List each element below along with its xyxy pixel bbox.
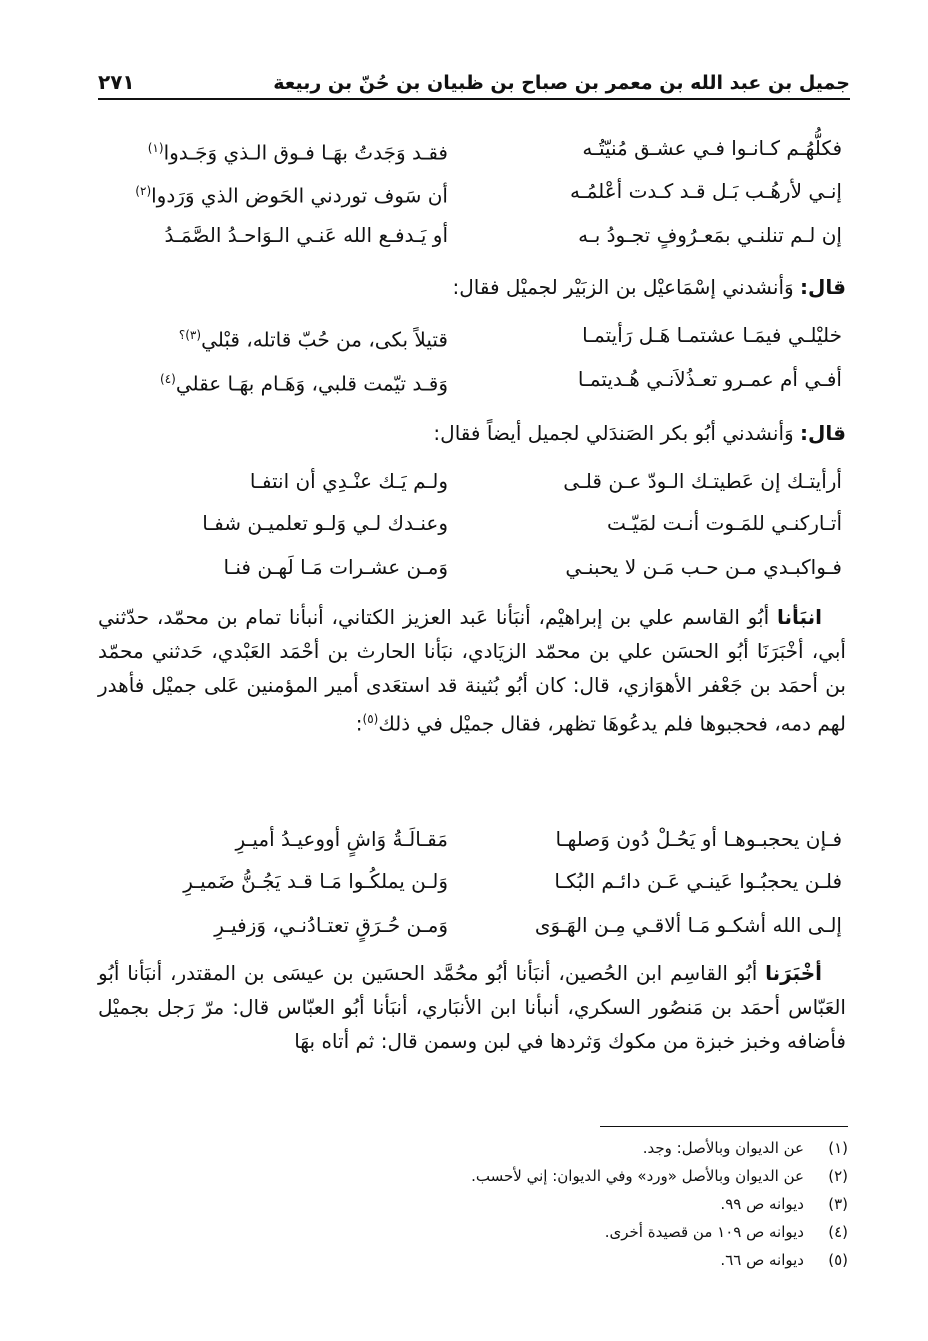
footnote-ref: (٢) — [135, 184, 152, 198]
verse-line — [98, 214, 850, 256]
footnote: (١) عن الديوان وبالأصل: وجد. — [642, 1139, 848, 1157]
verse-line — [98, 358, 850, 400]
verse-hemistich-second: وَمـن عشـرات مَـا لَهـن فنـا — [223, 555, 448, 579]
running-header — [98, 62, 850, 100]
verse-hemistich-first: إنـي لأرهُـب بَـل قـد كـدت أعْلمُـه — [569, 179, 842, 203]
verse-line — [98, 904, 850, 946]
verse-hemistich-second: أن سَوف توردني الحَوض الذي وَرَدوا$^{(٢)}$ — [135, 183, 448, 208]
verse-line — [98, 818, 850, 860]
footnotes — [108, 1134, 848, 1274]
verse-line — [98, 546, 850, 588]
footnote-ref: (٥) — [362, 712, 379, 726]
verse-hemistich-first: فـواكبـدي مـن حـب مَـن لا يحبنـي — [565, 555, 842, 579]
verse-hemistich-second: فقـد وَجَدتُ بهَـا فـوق الـذي وَجَـدوا$^{(١)}$ — [147, 140, 448, 165]
footnote-ref: (٤) — [160, 372, 176, 386]
verse-line — [98, 460, 850, 502]
verse-line — [98, 314, 850, 356]
verse-hemistich-first: أرأيتـك إن عَطيتـك الـودّ عـن قلـى — [563, 469, 842, 493]
footnote: (٥) ديوانه ص ٦٦. — [720, 1251, 848, 1269]
footnote: (٤) ديوانه ص ١٠٩ من قصيدة أخرى. — [604, 1223, 848, 1241]
verse-hemistich-second: وعنـدك لـي وَلـو تعلميـن شفـا — [202, 511, 448, 535]
body-paragraph: انبَأنا أبُو القاسم علي بن إبراهيْم، أنبَأنا عَبد العزيز الكتاني، أنبأنا تمام بن محمّد، حدّثني أبي، أخْبَرَنَا أبُو الحسَن علي بن محمّد الزيَادي، نبَأنا الحارث بن أحْمَد العَبْدي، حَدثني محمّد بن أحمَد بن جَعْفر الأهوَازي، قال: كان أبُو بُثينة قد استعَدى أمير المؤمنين عَلى جميْل فأهدر لهم دمه، فحجبوها فلم يدعُوهَا تظهر، فقال جميْل في ذلك$^{(٥)}$: — [98, 605, 846, 736]
intro-line: قال: وَأنشدني إسْمَاعيْل بن الزبَيْر لجميْل فقال: — [452, 275, 846, 299]
verse-hemistich-first: أتـاركنـي للمَـوت أنـت لمَيّـت — [607, 511, 842, 535]
verse-hemistich-first: فكلُّهُـم كـانـوا فـي عشـق مُنيّتُـه — [582, 136, 842, 160]
verse-line — [98, 502, 850, 544]
verse-hemistich-second: مَقـالَـةُ وَاشٍ أووعيـدُ أميـرِ — [235, 827, 448, 851]
verse-hemistich-second: وَلـن يملكُـوا مَـا قـد يَجُـنُّ ضَميـرِ — [183, 869, 448, 893]
verse-hemistich-first: إلـى الله أشكـو مَـا ألاقـي مِـن الهَـوَى — [534, 913, 842, 937]
verse-hemistich-first: فـإن يحجبـوهـا أو يَحُـلْ دُون وَصلهـا — [555, 827, 842, 851]
footnote: (٣) ديوانه ص ٩٩. — [720, 1195, 848, 1213]
verse-line — [98, 127, 850, 169]
footnote-ref: (٣)؟ — [178, 328, 202, 342]
verse-hemistich-second: أو يَـدفـع الله عَنـي الـوَاحـدُ الصَّمَـدُ — [164, 223, 448, 247]
verse-hemistich-second: ولـم يَـك عنْـدِي أن انتفـا — [249, 469, 448, 493]
footnote-divider — [600, 1126, 848, 1127]
footnote-ref: (١) — [147, 141, 164, 155]
verse-hemistich-first: خليْلـي فيمَـا عشتمـا هَـل رَأيتمـا — [582, 323, 842, 347]
verse-hemistich-first: أفـي أم عمـرو تعـذُلاَنـي هُـديتمـا — [577, 367, 842, 391]
verse-hemistich-first: فلـن يحجبُـوا عَينـي عَـن دائـم البُكـا — [554, 869, 842, 893]
verse-hemistich-first: إن لـم تنلنـي بمَعـرُوفٍ تجـودُ بـه — [578, 223, 842, 247]
footnote: (٢) عن الديوان وبالأصل «ورد» وفي الديوان: إني لأحسب. — [471, 1167, 848, 1185]
intro-line: قال: وَأنشدني أبُو بكر الصَندَلي لجميل أيضاً فقال: — [433, 421, 846, 445]
chapter-title: جميل بن عبد الله بن معمر بن صباح بن ظبيان بن حُنّ بن ربيعة — [273, 72, 850, 94]
verse-hemistich-second: وَمـن حُـرَقٍ تعتـادُنـي، وَزفيـرِ — [214, 913, 448, 937]
page-number: ٢٧١ — [98, 70, 135, 94]
verse-hemistich-second: قتيلاً بكى، من حُبّ قاتله، قبْلي$^{(٣)؟}$ — [178, 327, 448, 352]
body-paragraph: أخْبَرَنا أبُو القاسِم ابن الحُصين، أنبَأنا أبُو محُمَّد الحسَين بن عيسَى بن المقتدر، أنبَأنا أبُو العَبّاس أحمَد بن مَنصُور السكري، أنبأنا ابن الأنبَاري، أنبَأنا أبُو العبّاس قال: مرّ رَجل بجميْل فأضافه وخبز خبزة من مكوك وَثردها في لبن وسمن قال: ثم أتاه بهَا — [98, 961, 846, 1053]
verse-line — [98, 170, 850, 212]
verse-line — [98, 860, 850, 902]
verse-hemistich-second: وَقـد تيّمت قلبي، وَهَـام بهَـا عقلي$^{(٤)}$ — [160, 371, 448, 396]
